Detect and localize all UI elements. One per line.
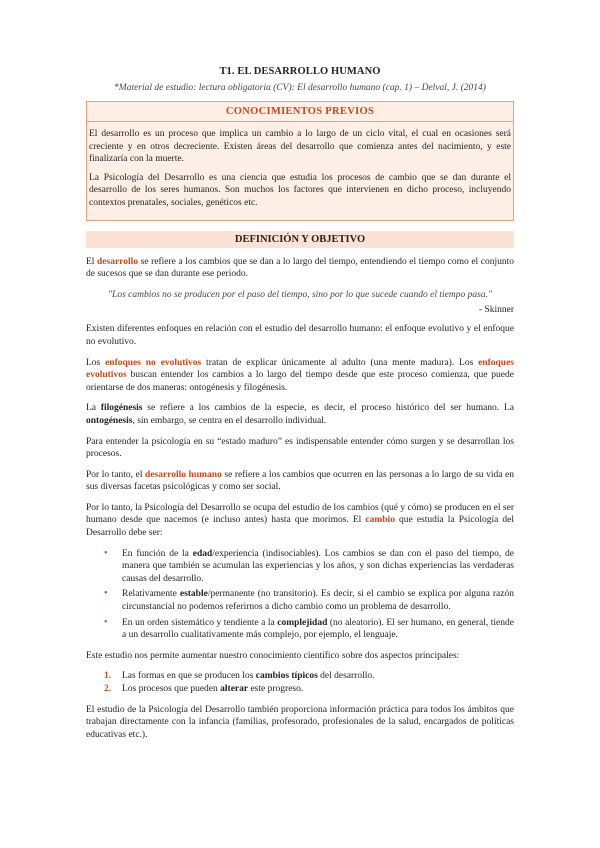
- approaches-paragraph: Existen diferentes enfoques en relación con el estudio del desarrollo humano: el enfoque evolutivo y el enfoque no evolutivo.: [86, 324, 514, 347]
- bullet-dot-icon: •: [104, 588, 108, 600]
- list-item: • En función de la edad/experiencia (indisociables). Los cambios se dan con el paso del tiempo, de manera que también se acumulan las experiencias y los años, y son dichas experiencias las verdaderas causas del desarrollo.: [104, 547, 515, 584]
- term-ontogenesis: ontogénesis: [86, 415, 133, 426]
- study-aspects-paragraph: Este estudio nos permite aumentar nuestro conocimiento científico sobre dos aspectos principales:: [86, 650, 460, 661]
- bullet-dot-icon: •: [104, 547, 108, 559]
- mature-state-paragraph: Para entender la psicología en su “estado maduro” es indispensable entender cómo surgen y se desarrollan los procesos.: [86, 436, 514, 460]
- term-non-evolutionary: enfoques no evolutivos: [105, 357, 202, 368]
- skinner-quote: "Los cambios no se producen por el paso del tiempo, sino por lo que sucede cuando el tiempo pasa.": [108, 289, 492, 300]
- term-human-development: desarrollo humano: [145, 469, 222, 480]
- prior-knowledge-paragraph-1: El desarrollo es un proceso que implica un cambio a lo largo de un ciclo vital, el cual en ocasiones será creciente y en otros decreciente. Existen áreas del desarrollo que comienza antes del nacimiento, y este finalizaría con la muerte.: [89, 129, 511, 165]
- list-item: • En un orden sistemático y tendiente a la complejidad (no aleatorio). El ser humano, en general, tiende a un desarrollo cualitativamente más complejo, por ejemplo, el lenguaje.: [104, 616, 514, 641]
- term-filogenesis: filogénesis: [100, 403, 143, 414]
- term-desarrollo: desarrollo: [97, 256, 139, 267]
- prior-knowledge-heading: CONOCIMIENTOS PREVIOS: [87, 102, 513, 122]
- practical-info-paragraph: El estudio de la Psicología del Desarrollo también proporciona información práctica para todos los ámbitos que trabajan directamente con la infancia (familias, profesorado, profesionales de la salud, encargados de políticas educativas etc.).: [86, 704, 514, 740]
- list-item: 2. Los procesos que pueden alterar este progreso.: [104, 684, 304, 694]
- prior-knowledge-box: [86, 101, 514, 221]
- bullet-dot-icon: •: [104, 616, 108, 628]
- change-criteria-list: [86, 548, 514, 642]
- definition-section-heading: DEFINICIÓN Y OBJETIVO: [86, 231, 514, 248]
- document-subtitle: *Material de estudio: lectura obligatoria (CV): El desarrollo humano (cap. 1) – Delval, J. (2014): [114, 83, 486, 93]
- definition-paragraph: El desarrollo se refiere a los cambios que se dan a lo largo del tiempo, entendiendo el tiempo como el conjunto de sucesos que se dan durante ese periodo.: [86, 256, 514, 280]
- genesis-paragraph: La filogénesis se refiere a los cambios de la especie, es decir, el proceso histórico del ser humano. La ontogénesis, sin embargo, se centra en el desarrollo individual.: [86, 403, 514, 426]
- human-development-paragraph: Por lo tanto, el desarrollo humano se refiere a los cambios que ocurren en las personas a lo largo de su vida en sus diversas facetas psicológicas y como ser social.: [86, 469, 514, 493]
- term-cambio: cambio: [365, 515, 395, 526]
- quote-author: - Skinner: [478, 305, 514, 316]
- approaches-detail-paragraph: Los enfoques no evolutivos tratan de explicar únicamente al adulto (una mente madura). Los enfoques evolutivos buscan entender los cambios a lo largo del tiempo desde que este proceso comienza, que puede orientarse de dos maneras: ontogénesis y filogénesis.: [86, 357, 514, 393]
- change-paragraph: Por lo tanto, la Psicología del Desarrollo se ocupa del estudio de los cambios (qué y cómo) se producen en el ser humano desde que nacemos (e incluso antes) hasta que morimos. El cambio que estudia la Psicología del Desarrollo debe ser:: [86, 502, 515, 539]
- term-evolutionary: enfoques evolutivos: [86, 357, 514, 381]
- document-title: T1. EL DESARROLLO HUMANO: [219, 66, 381, 77]
- list-item: • Relativamente estable/permanente (no transitorio). Es decir, si el cambio se explica por alguna razón circunstancial no podemos referirnos a dicho cambio como un problema de desarrollo.: [104, 588, 514, 613]
- aspects-list: [86, 670, 514, 695]
- document-content: [86, 66, 514, 749]
- prior-knowledge-paragraph-2: La Psicología del Desarrollo es una ciencia que estudia los procesos de cambio que se dan durante el desarrollo de los seres humanos. Son muchos los factores que intervienen en dicho proceso, incluyendo contextos prenatales, sociales, genéticos etc.: [89, 172, 511, 208]
- list-item: 1. Las formas en que se producen los cambios típicos del desarrollo.: [104, 671, 375, 682]
